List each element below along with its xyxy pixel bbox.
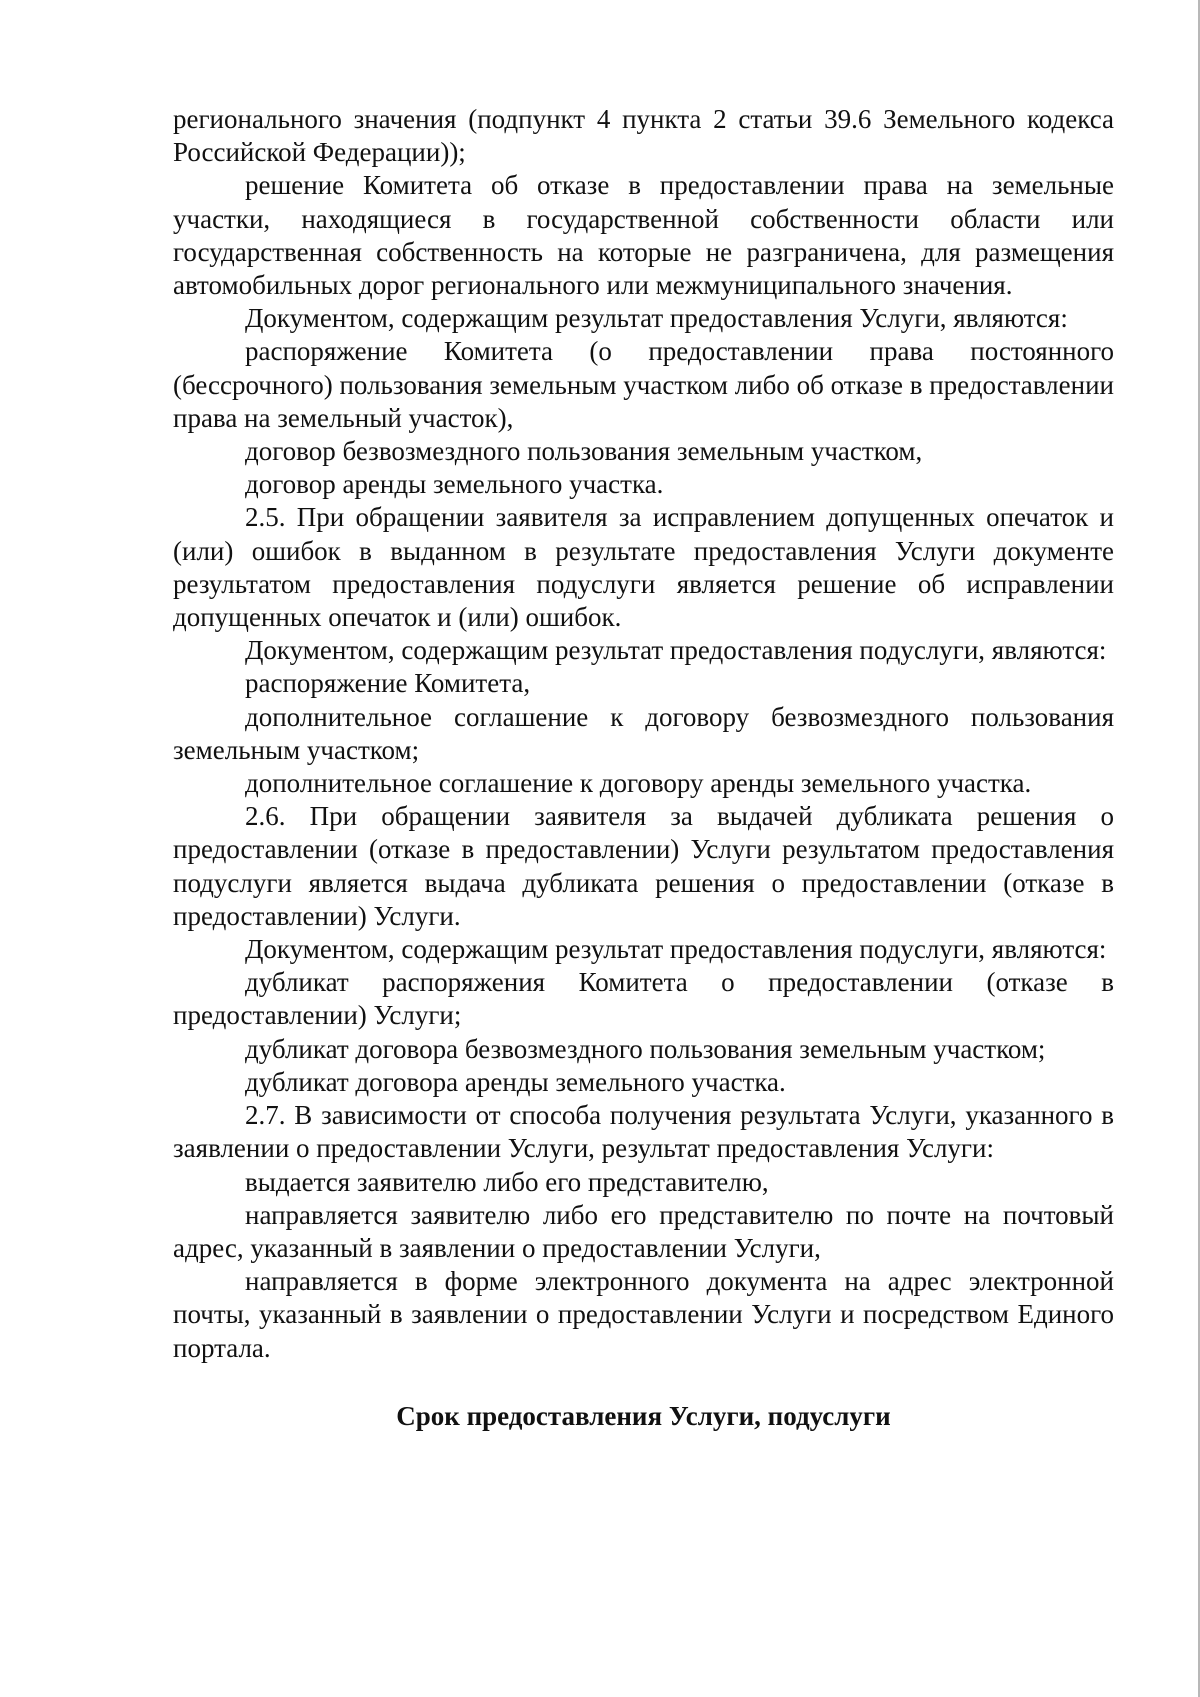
paragraph: дополнительное соглашение к договору аренды земельного участка.: [245, 768, 1032, 799]
paragraph: Документом, содержащим результат предоставления подуслуги, являются:: [245, 934, 1107, 965]
paragraph: договор безвозмездного пользования земельным участком,: [245, 436, 923, 467]
paragraph: распоряжение Комитета (о предоставлении права постоянного (бессрочного) пользования земельным участком либо об отказе в предоставлении права на земельный участок),: [173, 336, 1114, 433]
paragraph: дубликат договора аренды земельного участка.: [245, 1066, 786, 1097]
paragraph: 2.7. В зависимости от способа получения результата Услуги, указанного в заявлении о предоставлении Услуги, результат предоставления Услуги:: [173, 1100, 1114, 1164]
section-heading: Срок предоставления Услуги, подуслуги: [396, 1400, 891, 1431]
paragraph: распоряжение Комитета,: [245, 668, 531, 699]
paragraph: направляется заявителю либо его представителю по почте на почтовый адрес, указанный в заявлении о предоставлении Услуги,: [173, 1199, 1114, 1263]
document-body: [173, 103, 1114, 1433]
paragraph: выдается заявителю либо его представителю,: [245, 1166, 769, 1197]
paragraph: решение Комитета об отказе в предоставлении права на земельные участки, находящиеся в государственной собственности области или государственная собственность на которые не разграничена, для размещения автомобильных дорог регионального или межмуниципального значения.: [173, 170, 1114, 301]
paragraph: Документом, содержащим результат предоставления подуслуги, являются:: [245, 635, 1107, 666]
paragraph: дополнительное соглашение к договору безвозмездного пользования земельным участком;: [173, 701, 1114, 765]
paragraph: дубликат распоряжения Комитета о предоставлении (отказе в предоставлении) Услуги;: [173, 967, 1114, 1031]
paragraph: 2.6. При обращении заявителя за выдачей дубликата решения о предоставлении (отказе в предоставлении) Услуги результатом предоставления подуслуги является выдача дубликата решения о предоставлении (отказе в предоставлении) Услуги.: [173, 801, 1114, 931]
paragraph: дубликат договора безвозмездного пользования земельным участком;: [245, 1033, 1046, 1064]
paragraph: Документом, содержащим результат предоставления Услуги, являются:: [245, 303, 1068, 334]
paragraph: направляется в форме электронного документа на адрес электронной почты, указанный в заявлении о предоставлении Услуги и посредством Единого портала.: [173, 1266, 1114, 1363]
paragraph: 2.5. При обращении заявителя за исправлением допущенных опечаток и (или) ошибок в выданном в результате предоставления Услуги документе результатом предоставления подуслуги является решение об исправлении допущенных опечаток и (или) ошибок.: [173, 502, 1114, 633]
paragraph: договор аренды земельного участка.: [245, 469, 664, 500]
paragraph: регионального значения (подпункт 4 пункта 2 статьи 39.6 Земельного кодекса Российской Федерации));: [173, 104, 1114, 168]
